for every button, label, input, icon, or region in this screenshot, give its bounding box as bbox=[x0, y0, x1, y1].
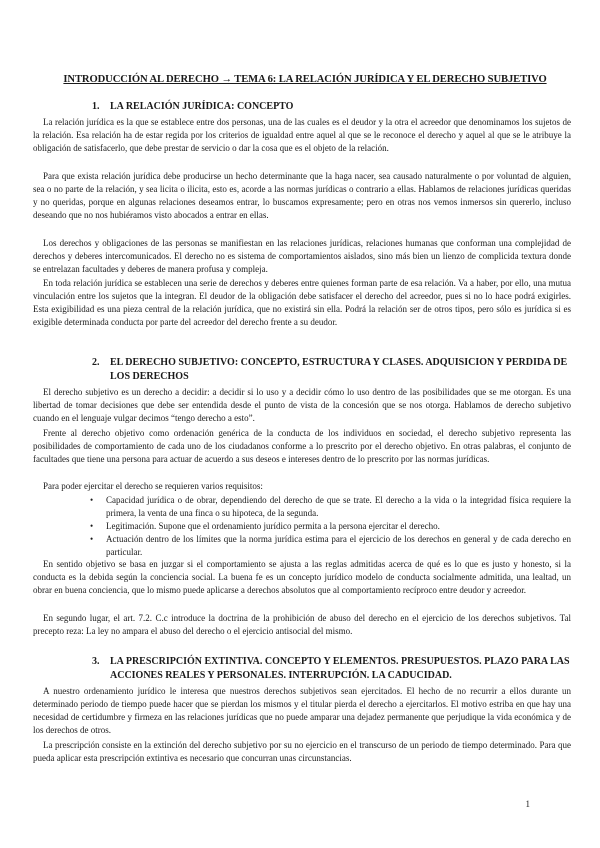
section-2-number: 2. bbox=[92, 357, 100, 368]
section-2-heading-line1: EL DERECHO SUBJETIVO: CONCEPTO, ESTRUCTURA Y CLASES. ADQUISICION Y PERDIDA DE bbox=[110, 357, 568, 368]
requirements-list bbox=[33, 494, 571, 559]
list-item: • Capacidad jurídica o de obrar, dependiendo del derecho de que se trate. El derecho a la vida o la integridad física requiere la primera, la venta de una finca o su hipoteca, de la segunda. bbox=[90, 495, 571, 519]
section-1-paragraph: La relación jurídica es la que se establece entre dos personas, una de las cuales es el deudor y la otra el acreedor que denominamos los sujetos de la relación. Esa relación ha de estar regida por los criterios de igualdad entre aquel al que se le reconoce el derecho y aquel al que se le atribuye la obligación de satisfacerlo, que debe prestar de servicio o dar la cosa que es el objeto de la relación. bbox=[33, 117, 571, 154]
section-3-heading-line1: LA PRESCRIPCIÓN EXTINTIVA. CONCEPTO Y ELEMENTOS. PRESUPUESTOS. PLAZO PARA LAS bbox=[110, 656, 570, 667]
page-number: 1 bbox=[525, 799, 530, 809]
list-item: • Legitimación. Supone que el ordenamiento jurídico permita a la persona ejercitar el derecho. bbox=[33, 520, 571, 533]
section-3-heading bbox=[92, 655, 570, 682]
list-item: • Actuación dentro de los límites que la norma jurídica estima para el ejercicio de los derechos en general y de cada derecho en particular. bbox=[90, 534, 571, 558]
section-2-paragraph: En segundo lugar, el art. 7.2. C.c introduce la doctrina de la prohibición de abuso del derecho en el ejercicio de los derechos subjetivos. Tal precepto reza: La ley no ampara el abuso del derecho o el ejercicio antisocial del mismo. bbox=[33, 613, 571, 637]
section-2-paragraph: Para poder ejercitar el derecho se requieren varios requisitos: bbox=[43, 481, 263, 491]
section-1-heading bbox=[92, 100, 294, 114]
section-2-heading bbox=[92, 356, 568, 383]
section-3-paragraph: La prescripción consiste en la extinción del derecho subjetivo por su no ejercicio en el transcurso de un periodo de tiempo determinado. Para que pueda aplicar esta prescripción extintiva es necesario que concurran unas circunstancias. bbox=[33, 740, 571, 764]
bullet-icon: • bbox=[90, 534, 94, 545]
section-3-number: 3. bbox=[92, 656, 100, 667]
section-1-paragraph: En toda relación jurídica se establecen una serie de derechos y deberes entre quienes forman parte de esa relación. Va a haber, por ello, una mutua vinculación entre los sujetos que la integran. El deudor de la obligación debe satisfacer el derecho del acreedor, pues si no lo hace podrá exigirles. Esta exigibilidad es una pieza central de la relación jurídica, que no existirá sin ella. Podrá la relación ser de otros tipos, pero sólo es jurídica si es exigible determinada conducta por parte del acreedor del derecho frente a su deudor. bbox=[33, 278, 571, 328]
section-2-heading-line2: LOS DERECHOS bbox=[110, 370, 189, 382]
section-1-paragraph: Para que exista relación jurídica debe producirse un hecho determinante que la haga nacer, sea causado naturalmente o por voluntad de alguien, sea o no parte de la relación, y sea licita o ilicita, esto es, acorde a las normas jurídicas o contrario a ellas. Hablamos de relaciones jurídicas queridas y no queridas, porque en algunas relaciones deseamos entrar, lo buscamos expresamente; pero en otras nos vemos inmersos sin quererlo, incluso deseando que no nos hubiéramos visto abocados a entrar en ellas. bbox=[33, 171, 571, 221]
section-2-paragraph: El derecho subjetivo es un derecho a decidir: a decidir si lo uso y a decidir cómo lo uso dentro de las posibilidades que se me otorgan. Es una libertad de tomar decisiones que debe ser entendida desde el punto de vista de la concesión que se nos otorga. Hablamos de derecho subjetivo cuando en el lenguaje vulgar decimos “tengo derecho a esto”. bbox=[33, 387, 571, 424]
section-1-number: 1. bbox=[92, 101, 100, 112]
section-2-paragraph: Frente al derecho objetivo como ordenación genérica de la conducta de los individuos en sociedad, el derecho subjetivo representa las posibilidades de comportamiento de cada uno de los ciudadanos conforme a lo prescrito por el derecho objetivo. En otras palabras, el conjunto de facultades que tiene una persona para actuar de acuerdo a sus deseos e intereses dentro de lo prescrito por las normas jurídicas. bbox=[33, 428, 571, 465]
section-3-paragraph: A nuestro ordenamiento jurídico le interesa que nuestros derechos subjetivos sean ejercitados. El hecho de no recurrir a ellos durante un determinado periodo de tiempo puede hacer que se pierdan los mismos y el titular pierda el derecho a ejercitarlos. El motivo estriba en que hay una necesidad de certidumbre y firmeza en las relaciones jurídicas que no puede amparar una dejadez permanente que perjudique la vida económica y de los derechos de otros. bbox=[33, 686, 571, 736]
section-3-heading-line2: ACCIONES REALES Y PERSONALES. INTERRUPCIÓN. LA CADUCIDAD. bbox=[110, 669, 452, 681]
section-1-heading-text: LA RELACIÓN JURÍDICA: CONCEPTO bbox=[110, 101, 294, 112]
bullet-icon: • bbox=[90, 495, 94, 505]
document-title: INTRODUCCIÓN AL DERECHO → TEMA 6: LA RELACIÓN JURÍDICA Y EL DERECHO SUBJETIVO bbox=[63, 74, 547, 85]
section-1-paragraph: Los derechos y obligaciones de las personas se manifiestan en las relaciones jurídicas, relaciones humanas que conforman una complejidad de derechos y deberes intercomunicados. El derecho no es sistema de comportamientos aislados, sino más bien un lienzo de complicida textura donde se entrelazan facultades y deberes de manera profusa y compleja. bbox=[33, 238, 571, 275]
section-2-paragraph: En sentido objetivo se basa en juzgar si el comportamiento se ajusta a las reglas admitidas acerca de qué es lo que es justo y honesto, si la conducta es la debida según la conciencia social. La buena fe es un concepto jurídico modelo de conducta socialmente admitida, una lealtad, un obrar en buena conciencia, que lo mismo puede aplicarse a derechos absolutos que al comportamiento recíproco entre deudor y acreedor. bbox=[33, 559, 571, 596]
bullet-icon: • bbox=[90, 521, 94, 532]
